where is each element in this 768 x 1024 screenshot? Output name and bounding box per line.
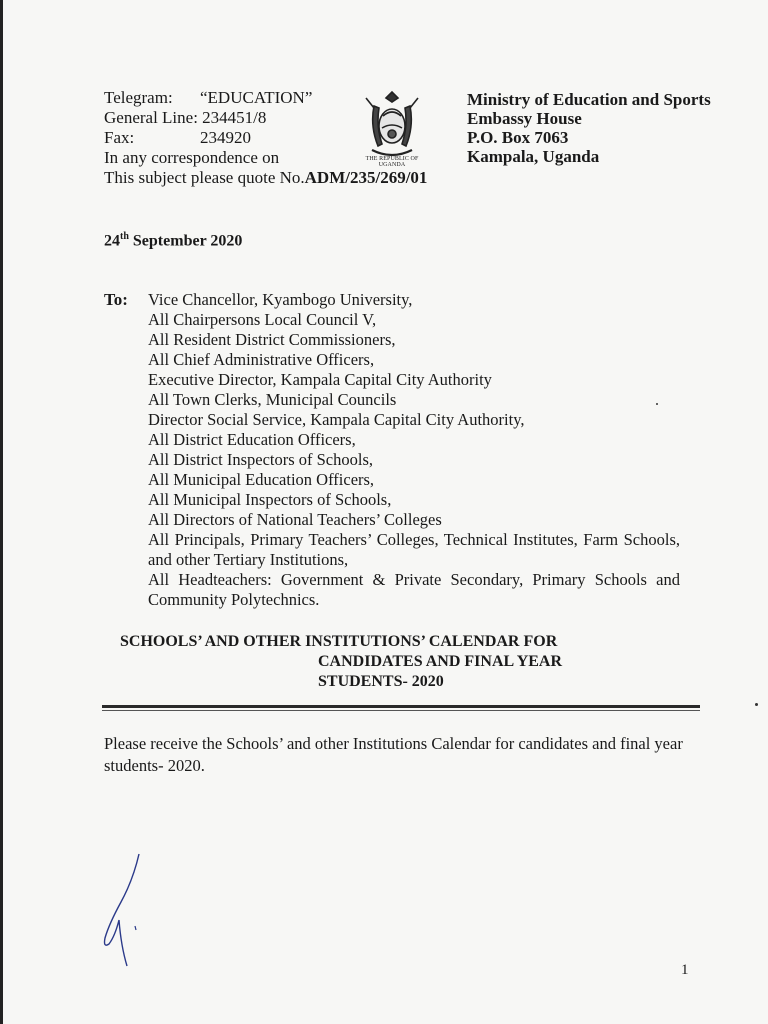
divider-rule [102,705,700,708]
fax-value: 234920 [200,128,251,147]
recipient-item: All Chairpersons Local Council V, [148,310,377,329]
to-label: To: [104,290,128,309]
correspondence-line: In any correspondence on [104,148,280,167]
ministry-name: Ministry of Education and Sports [467,90,711,109]
scan-edge [0,0,3,1024]
date-suffix: th [120,231,129,242]
subject-line-2: CANDIDATES AND FINAL YEAR [318,653,563,670]
recipient-item: All Directors of National Teachers’ Colleges [148,510,442,529]
general-line: General Line: 234451/8 [104,108,267,127]
telegram-label: Telegram: [104,88,173,107]
scan-speck [755,703,758,706]
date-day: 24 [104,232,120,250]
letter-date [104,231,242,250]
signature [95,850,155,970]
ministry-address [467,90,711,166]
divider-rule-thin [102,710,700,711]
recipient-list [148,290,680,610]
scan-speck [656,403,658,405]
recipient-item: All Headteachers: Government & Private Secondary, Primary Schools and Community Polytechnics. [148,570,680,609]
recipient-item: All Town Clerks, Municipal Councils [148,390,397,409]
reference-number: ADM/235/269/01 [304,168,428,187]
recipient-item: All Principals, Primary Teachers’ Colleges, Technical Institutes, Farm Schools, and other Tertiary Institutions, [148,530,680,569]
coat-caption: THE REPUBLIC OF UGANDA [365,156,419,168]
subject-heading [120,632,562,692]
quote-prefix: This subject please quote No. [104,168,305,187]
subject-line-3: STUDENTS- 2020 [318,673,444,690]
po-box: P.O. Box 7063 [467,128,569,147]
recipient-item: All Municipal Education Officers, [148,470,375,489]
date-rest: September 2020 [132,232,243,250]
recipient-item: Executive Director, Kampala Capital City Authority [148,370,492,389]
recipient-item: All District Education Officers, [148,430,356,449]
city: Kampala, Uganda [467,147,600,166]
recipient-item: Vice Chancellor, Kyambogo University, [148,290,413,309]
coat-of-arms-icon [352,86,432,166]
page-number: 1 [681,962,689,978]
recipient-item: All Chief Administrative Officers, [148,350,375,369]
building-name: Embassy House [467,109,582,128]
recipient-item: Director Social Service, Kampala Capital City Authority, [148,410,525,429]
subject-line-1: SCHOOLS’ AND OTHER INSTITUTIONS’ CALENDAR FOR [120,633,558,650]
recipient-item: All District Inspectors of Schools, [148,450,374,469]
recipient-item: All Resident District Commissioners, [148,330,396,349]
fax-label: Fax: [104,128,135,147]
letter-body: Please receive the Schools’ and other Institutions Calendar for candidates and final year students- 2020. [104,734,683,775]
telegram-value: “EDUCATION” [200,88,313,107]
recipient-item: All Municipal Inspectors of Schools, [148,490,392,509]
